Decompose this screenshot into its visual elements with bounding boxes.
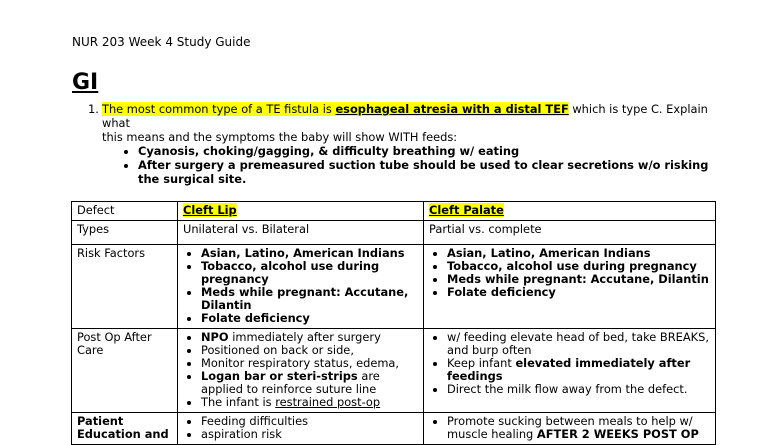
- list-item: • Asian, Latino, American Indians: [447, 247, 710, 260]
- item-text: The infant is: [201, 395, 276, 409]
- question-line: [88, 102, 728, 130]
- table-row: [72, 413, 716, 445]
- table-cell: [424, 245, 716, 329]
- table-cell: [178, 245, 424, 329]
- list-item: • Meds while pregnant: Accutane, Dilantin: [447, 273, 710, 286]
- item-text: Promote sucking between meals to help w/ muscle healing: [447, 414, 693, 441]
- list-item: • Meds while pregnant: Accutane, Dilantin: [201, 286, 418, 312]
- risk-list-palate: [429, 247, 710, 299]
- postop-list-palate: [429, 331, 710, 396]
- question-rest: which is type C. Explain what: [102, 102, 708, 130]
- question-block: [88, 102, 728, 186]
- list-item: [201, 370, 418, 396]
- table-cell: [178, 413, 424, 445]
- row-label-types: Types: [72, 221, 178, 245]
- list-item: • Feeding difficulties: [201, 415, 418, 428]
- table-cell: [178, 202, 424, 221]
- list-item: • w/ feeding elevate head of bed, take BREAKS, and burp often: [447, 331, 710, 357]
- header-cleft-lip: Cleft Lip: [183, 203, 237, 217]
- edu-list-palate: [429, 415, 710, 441]
- list-item: • Direct the milk flow away from the defect.: [447, 383, 710, 396]
- list-item: • Folate deficiency: [201, 312, 418, 325]
- list-item: [447, 415, 710, 441]
- row-label-postop: Post Op After Care: [72, 329, 178, 413]
- table-row: [72, 221, 716, 245]
- list-item: • Folate deficiency: [447, 286, 710, 299]
- table-row: [72, 245, 716, 329]
- highlight-text: The most common type of a TE fistula is: [102, 102, 336, 116]
- list-item: • Positioned on back or side,: [201, 344, 418, 357]
- item-text: immediately after surgery: [228, 330, 381, 344]
- underlined-text: restrained post-op: [275, 395, 381, 409]
- list-item: [447, 357, 710, 383]
- table-cell: [424, 329, 716, 413]
- list-item: • Asian, Latino, American Indians: [201, 247, 418, 260]
- item-text: are applied to reinforce suture line: [201, 369, 380, 396]
- row-label-risk: Risk Factors: [72, 245, 178, 329]
- list-item: [201, 396, 418, 409]
- question-number: 1.: [88, 102, 99, 116]
- types-lip: Unilateral vs. Bilateral: [178, 221, 424, 245]
- header-cleft-palate: Cleft Palate: [429, 203, 504, 217]
- table-cell: [178, 329, 424, 413]
- types-palate: Partial vs. complete: [424, 221, 716, 245]
- edu-list-lip: [183, 415, 418, 441]
- answer-bullet: • Cyanosis, choking/gagging, & difficulty breathing w/ eating: [138, 144, 728, 158]
- table-cell: [424, 202, 716, 221]
- bold-text: AFTER 2 WEEKS POST OP: [536, 427, 699, 441]
- document-header: NUR 203 Week 4 Study Guide: [72, 35, 251, 49]
- bold-text: Logan bar or steri-strips: [201, 369, 358, 383]
- question-text: [102, 102, 728, 130]
- highlight-key-term: esophageal atresia with a distal TEF: [335, 102, 569, 116]
- postop-list-lip: [183, 331, 418, 409]
- list-item: • Tobacco, alcohol use during pregnancy: [447, 260, 710, 273]
- list-item: • aspiration risk: [201, 428, 418, 441]
- risk-list-lip: [183, 247, 418, 325]
- cleft-comparison-table: [71, 201, 716, 445]
- list-item: • Tobacco, alcohol use during pregnancy: [201, 260, 418, 286]
- bold-text: elevated immediately after feedings: [447, 356, 691, 383]
- header-defect: Defect: [77, 203, 115, 217]
- table-header-row: [72, 202, 716, 221]
- table-row: [72, 329, 716, 413]
- row-label-education: Patient Education and: [72, 413, 178, 445]
- table-cell: [424, 413, 716, 445]
- list-item: • Monitor respiratory status, edema,: [201, 357, 418, 370]
- answer-bullet: • After surgery a premeasured suction tube should be used to clear secretions w/o risking the surgical site.: [138, 158, 728, 186]
- question-continuation: this means and the symptoms the baby will show WITH feeds:: [102, 130, 458, 144]
- table-cell: [72, 202, 178, 221]
- answer-bullets: [88, 144, 728, 186]
- item-text: Keep infant: [447, 356, 516, 370]
- bold-text: NPO: [201, 330, 229, 344]
- section-title: GI: [72, 70, 99, 95]
